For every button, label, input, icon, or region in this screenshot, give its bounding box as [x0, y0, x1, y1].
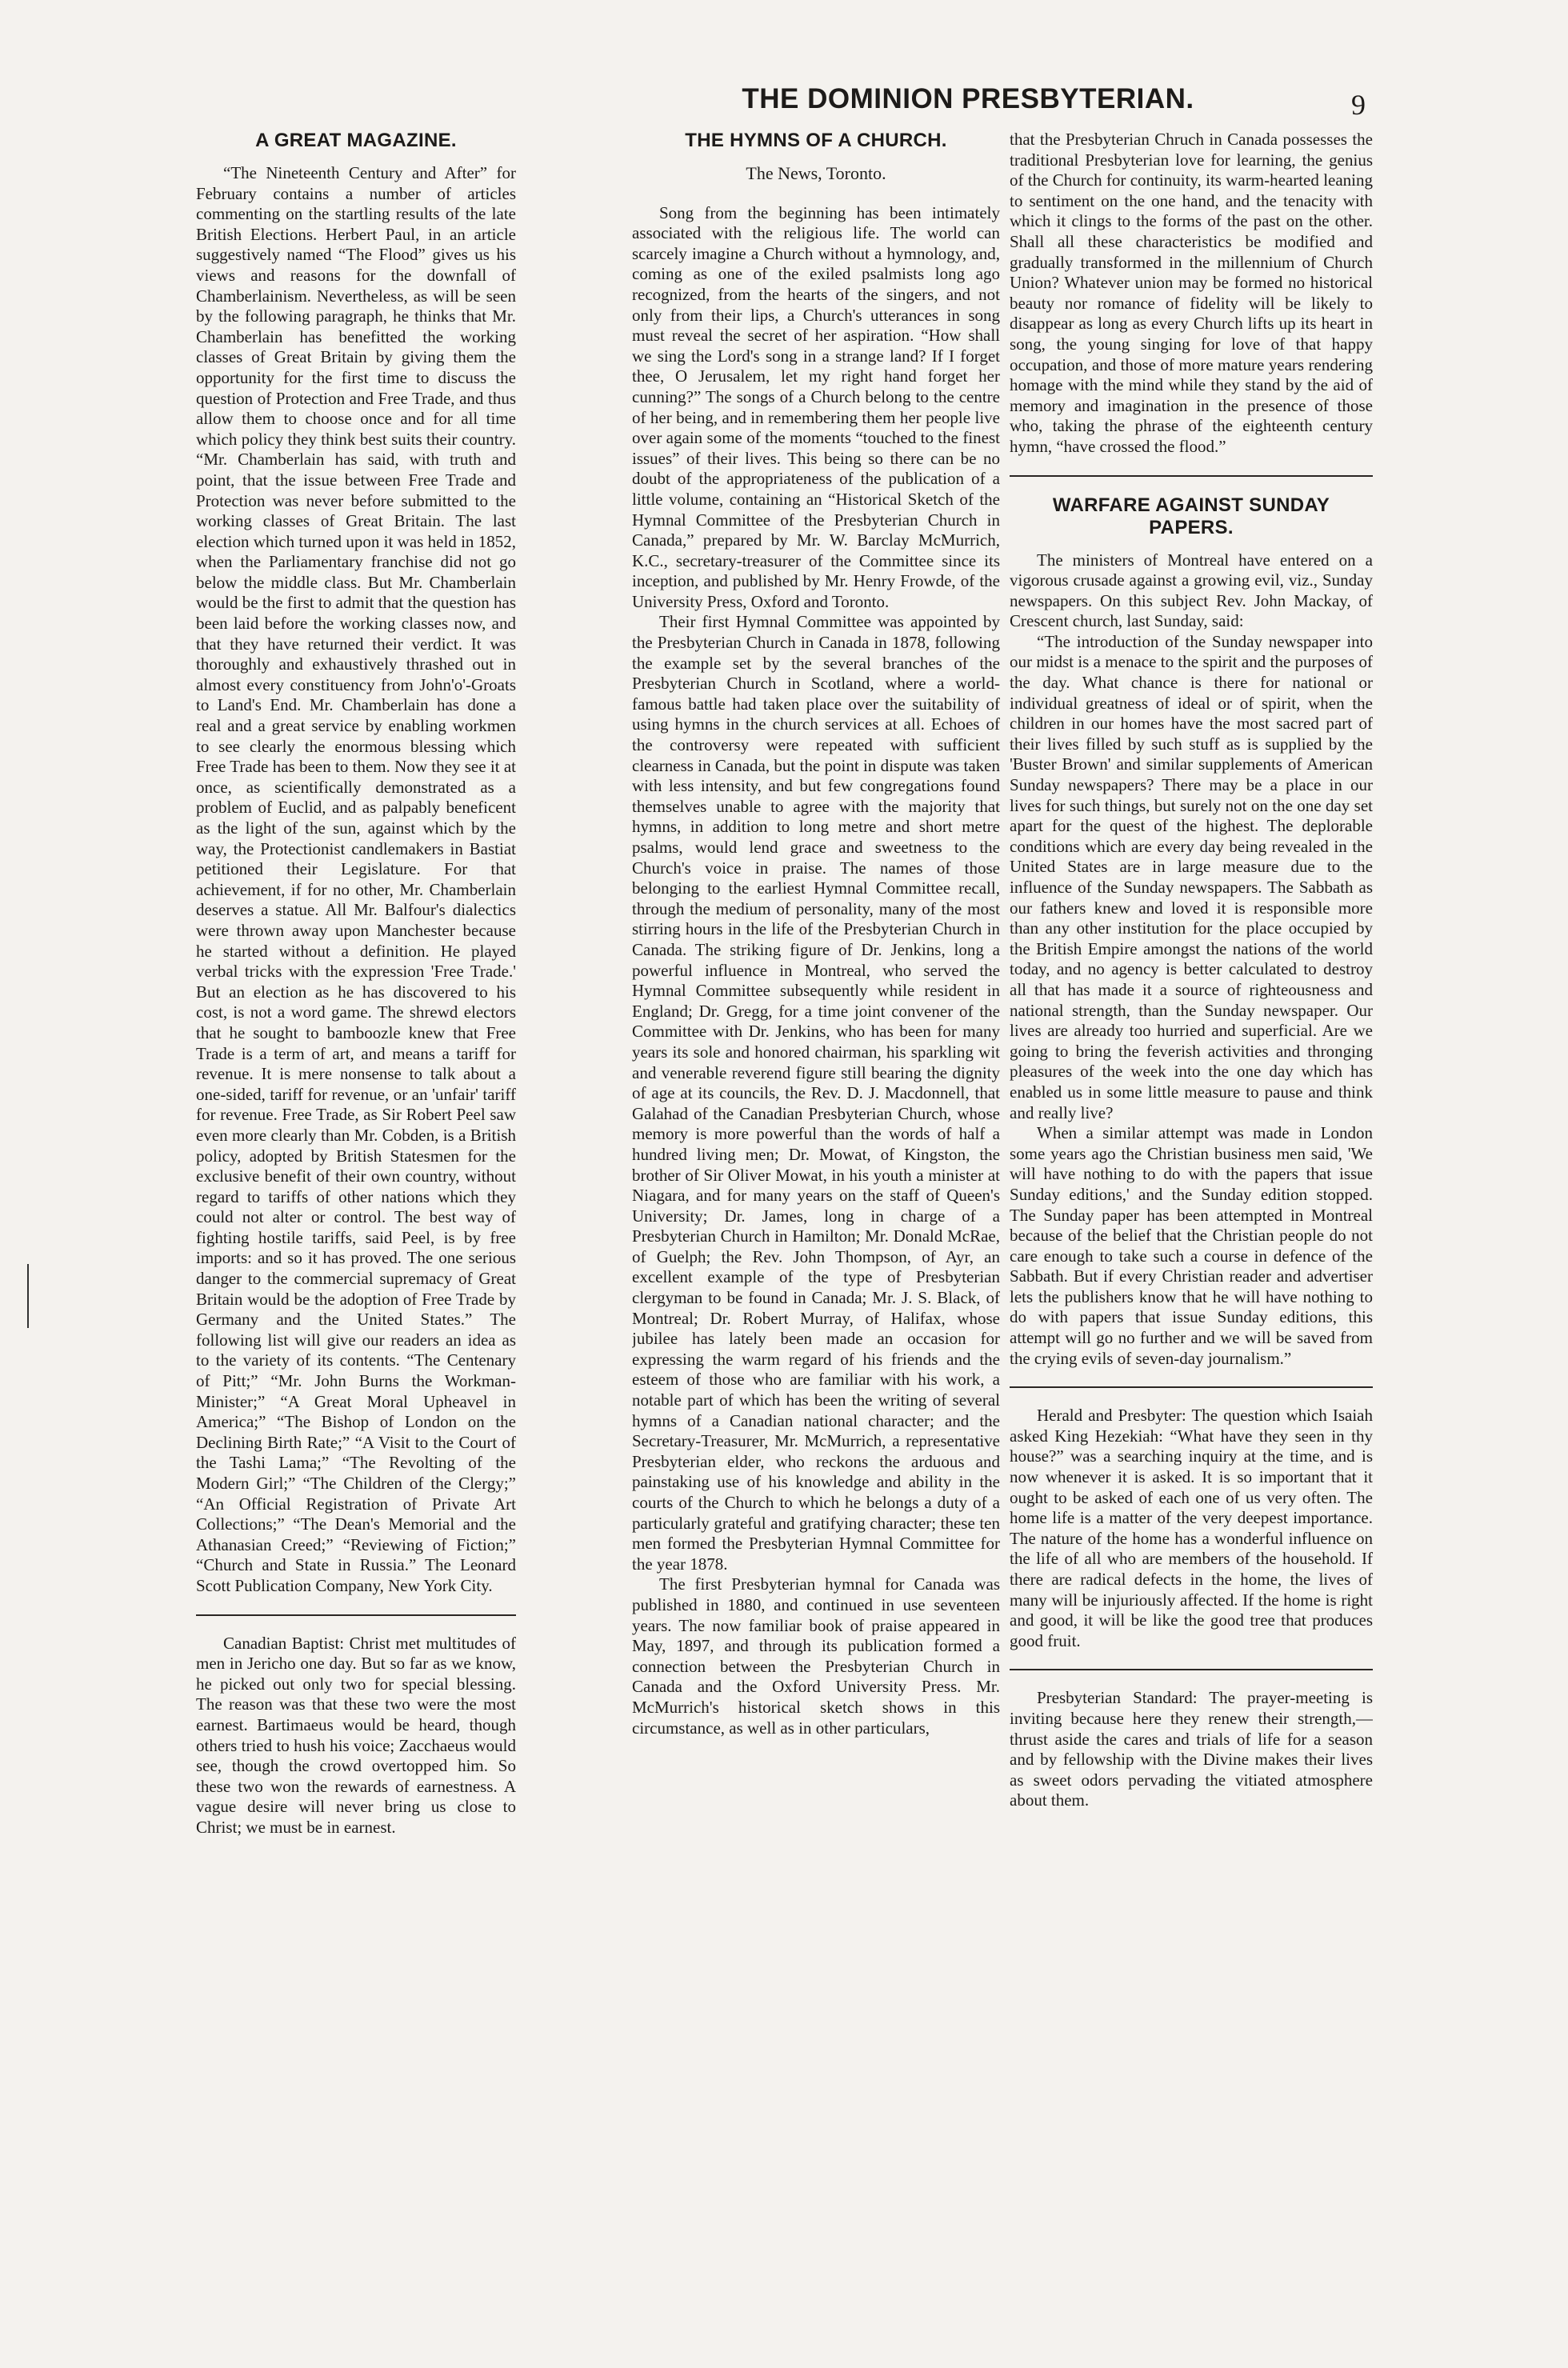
- article-title-sunday-papers: WARFARE AGAINST SUNDAY PAPERS.: [1052, 494, 1330, 538]
- left-margin-mark: [27, 1264, 29, 1328]
- article-para-hymns-3: The first Presbyterian hymnal for Canada was published in 1880, and continued in use seventeen years. The now familiar book of praise appeared in May, 1897, and through its publication formed a connection between the Presbyterian Church in Canada and the Oxford University Press. Mr. McMurrich's historical sketch shows in this circumstance, as well as in other particulars,: [632, 1574, 1000, 1738]
- article-body-presbyterian-standard: Presbyterian Standard: The prayer-meeting is inviting because here they renew their strength,—thrust aside the cares and trials of life for a season and by fellowship with the Divine makes their lives as sweet odors pervading the vitiated atmosphere about them.: [1010, 1688, 1373, 1810]
- article-body-herald-presbyter: Herald and Presbyter: The question which Isaiah asked King Hezekiah: “What have they seen in thy house?” was a searching inquiry at the time, and is now whenever it is asked. It is so important that it ought to be asked of each one of us very often. The home life is a matter of the very deepest importance. The nature of the home has a wonderful influence on the life of all who are members of the household. If there are radical defects in the home, the lives of many will be injuriously affected. If the home is right and good, it will be like the good tree that produces good fruit.: [1010, 1406, 1373, 1650]
- column-1: [196, 130, 516, 2290]
- article-body-great-magazine: “The Nineteenth Century and After” for February contains a number of articles commenting on the startling results of the late British Elections. Herbert Paul, in an article suggestively named “The Flood” gives us his views and reasons for the downfall of Chamberlainism. Nevertheless, as will be seen by the following paragraph, he thinks that Mr. Chamberlain has benefitted the working classes of Great Britain by giving them the opportunity for the first time to discuss the question of Protection and Free Trade, and thus allow them to choose once and for all time which policy they think best suits their country. “Mr. Chamberlain has said, with truth and point, that the issue between Free Trade and Protection was never before submitted to the working classes of Great Britain. The last election which turned upon it was held in 1852, when the Parliamentary franchise did not go below the middle class. But Mr. Chamberlain would be the first to admit that the question has been laid before the working classes now, and that they have returned their verdict. It was thoroughly and exhaustively thrashed out in almost every constituency from John'o'-Groats to Land's End. Mr. Chamberlain has done a real and a great service by enabling workmen to see clearly the enormous blessing which Free Trade has been to them. Now they see it at once, as scientifically demonstrated as a problem of Euclid, and as palpably beneficent as the light of the sun, against which by the way, the Protectionist candlemakers in Bastiat petitioned their Legislature. For that achievement, if for no other, Mr. Chamberlain deserves a statue. All Mr. Balfour's dialectics were thrown away upon Manchester because he started without a definition. He played verbal tricks with the expression 'Free Trade.' But an election as he has discovered to his cost, is not a word game. The shrewd electors that he sought to bamboozle knew that Free Trade is a term of art, and means a tariff for revenue. It is mere nonsense to talk about a one-sided, tariff for revenue, or an 'unfair' tariff for revenue. Free Trade, as Sir Robert Peel saw even more clearly than Mr. Cobden, is a British policy, adopted by British Statesmen for the exclusive benefit of their own country, without regard to tariffs of other nations which they could not alter or control. The best way of fighting hostile tariffs, said Peel, is by free imports: and so it has proved. The one serious danger to the commercial supremacy of Great Britain would be the adoption of Free Trade by Germany and the United States.” The following list will give our readers an idea as to the variety of its contents. “The Centenary of Pitt;” “Mr. John Burns the Workman-Minister;” “A Great Moral Upheavel in America;” “The Bishop of London on the Declining Birth Rate;” “A Visit to the Court of the Tashi Lama;” “The Revolting of the Modern Girl;” “The Children of the Clergy;” “An Official Registration of Private Art Collections;” “The Dean's Memorial and the Athanasian Creed;” “Reviewing of Fiction;” “Church and State in Russia.” The Leonard Scott Publication Company, New York City.: [196, 163, 516, 1595]
- page-number: 9: [1351, 89, 1366, 121]
- article-para-sunday-1: The ministers of Montreal have entered on a vigorous crusade against a growing evil, viz., Sunday newspapers. On this subject Rev. John Mackay, of Crescent church, last Sunday, said:: [1010, 550, 1373, 631]
- article-para-sunday-2: “The introduction of the Sunday newspaper into our midst is a menace to the spirit and the purposes of the day. What chance is there for national or individual greatness of ideal or of spirit, when the children in our homes have the most sacred part of their lives filled by such stuff as is supplied by the 'Buster Brown' and similar supplements of American Sunday newspapers? There may be a place in our lives for such things, but surely not on the one day set apart for the quest of the highest. The deplorable conditions which are every day being revealed in the United States are in large measure due to the influence of the Sunday newspapers. The Sabbath as our fathers knew and loved it is responsible more than any other institution for the place occupied by the British Empire amongst the nations of the world today, and no agency is better calculated to destroy all that has made it a source of righteousness and national strength, than the Sunday newspaper. Our lives are already too hurried and superficial. Are we going to bring the feverish activities and thronging pleasures of the week into the one day which has enabled us in some little measure to pause and think and really live?: [1010, 631, 1373, 1122]
- article-body-canadian-baptist: Canadian Baptist: Christ met multitudes of men in Jericho one day. But so far as we know, he picked out only two for special blessing. The reason was that these two were the most earnest. Bartimaeus would be heard, though others tried to hush his voice; Zacchaeus would see, though the crowd overtopped him. So these two won the rewards of earnestness. A vague desire will never bring us close to Christ; we must be in earnest.: [196, 1633, 516, 1837]
- masthead-title: THE DOMINION PRESBYTERIAN.: [742, 83, 1194, 114]
- article-byline-hymns: The News, Toronto.: [746, 163, 886, 183]
- column-divider: [1010, 475, 1373, 477]
- article-continuation-hymns: that the Presbyterian Chruch in Canada possesses the traditional Presbyterian love for learning, the genius of the Church for continuity, its warm-hearted leaning to sentiment on the one hand, and the tenacity with which it clings to the forms of the past on the other. Shall all these characteristics be modified and gradually transformed in the millennium of Church Union? Whatever union may be formed no historical beauty nor romance of fidelity will be likely to disappear as long as every Church lifts up its heart in song, the young singing for love of that happy occupation, and those of more mature years rendering homage with the mind while they stand by the aid of memory and imagination in the presence of those who, taking the phrase of the eighteenth century hymn, “have crossed the flood.”: [1010, 130, 1373, 456]
- column-divider: [196, 1614, 516, 1616]
- column-divider: [1010, 1669, 1373, 1670]
- article-title-great-magazine: A GREAT MAGAZINE.: [255, 130, 457, 151]
- article-para-sunday-3: When a similar attempt was made in London some years ago the Christian business men said, 'We will have nothing to do with the papers that issue Sunday editions,' and the Sunday edition stopped. The Sunday paper has been attempted in Montreal because of the belief that the Christian people do not care enough to take such a course in defence of the Sabbath. But if every Christian reader and advertiser lets the publishers know that he will have nothing to do with papers that issue Sunday editions, this attempt will go no further and we will be saved from the crying evils of seven-day journalism.”: [1010, 1123, 1373, 1368]
- article-para-hymns-1: Song from the beginning has been intimately associated with the religious life. The world can scarcely imagine a Church without a hymnology, and, coming as one of the exiled psalmists long ago recognized, from the hearts of the singers, and not only from their lips, a Church's utterances in song must reveal the secret of her aspiration. “How shall we sing the Lord's song in a strange land? If I forget thee, O Jerusalem, let my right hand forget her cunning?” The songs of a Church belong to the centre of her being, and in remembering them her people live over again some of the moments “touched to the finest issues” of their lives. This being so there can be no doubt of the appropriateness of the publication of a little volume, containing an “Historical Sketch of the Hymnal Committee of the Presbyterian Church in Canada,” prepared by Mr. W. Barclay McMurrich, K.C., secretary-treasurer of the Committee since its inception, and published by Mr. Henry Frowde, of the University Press, Oxford and Toronto.: [632, 202, 1000, 611]
- article-title-hymns: THE HYMNS OF A CHURCH.: [685, 130, 947, 151]
- column-divider: [1010, 1386, 1373, 1388]
- article-para-hymns-2: Their first Hymnal Committee was appointed by the Presbyterian Church in Canada in 1878, following the example set by the several branches of the Presbyterian Church in Scotland, where a world-famous battle had taken place over the suitability of using hymns in the church services at all. Echoes of the controversy were repeated with sufficient clearness in Canada, but the point in dispute was taken with less intensity, and but few congregations found themselves unable to agree with the majority that hymns, in addition to long metre and short metre psalms, would lend grace and sweetness to the Church's voice in praise. The names of those belonging to the earliest Hymnal Committee recall, through the medium of personality, many of the most stirring hours in the life of the Presbyterian Church in Canada. The striking figure of Dr. Jenkins, long a powerful influence in Montreal, who served the Hymnal Committee subsequently while resident in England; Dr. Gregg, for a time joint convener of the Committee with Dr. Jenkins, who has been for many years its sole and honored chairman, his sparkling wit and venerable reverend figure still bearing the dignity of age at its councils, the Rev. D. J. Macdonnell, that Galahad of the Canadian Presbyterian Church, whose memory is more powerful than the words of half a hundred living men; Dr. Mowat, of Kingston, the brother of Sir Oliver Mowat, in his youth a minister at Niagara, and for many years on the staff of Queen's University; Dr. James, long in charge of a Presbyterian Church in Hamilton; Mr. Donald McRae, of Guelph; the Rev. John Thompson, of Ayr, an excellent example of the type of Presbyterian clergyman to be found in Canada; Mr. J. S. Black, of Montreal; Dr. Robert Murray, of Halifax, whose jubilee has lately been made an occasion for expressing the warm regard of his friends and the esteem of those who are familiar with his work, a notable part of which has been the writing of several hymns of a Canadian national character; and the Secretary-Treasurer, Mr. McMurrich, a representative Presbyterian elder, who reckons the arduous and painstaking use of his knowledge and ability in the courts of the Church to which he belongs a duty of a particularly grateful and gratifying character; these ten men formed the Presbyterian Hymnal Committee for the year 1878.: [632, 612, 1000, 1574]
- column-2: [632, 130, 1000, 2290]
- column-3: [1010, 130, 1373, 2290]
